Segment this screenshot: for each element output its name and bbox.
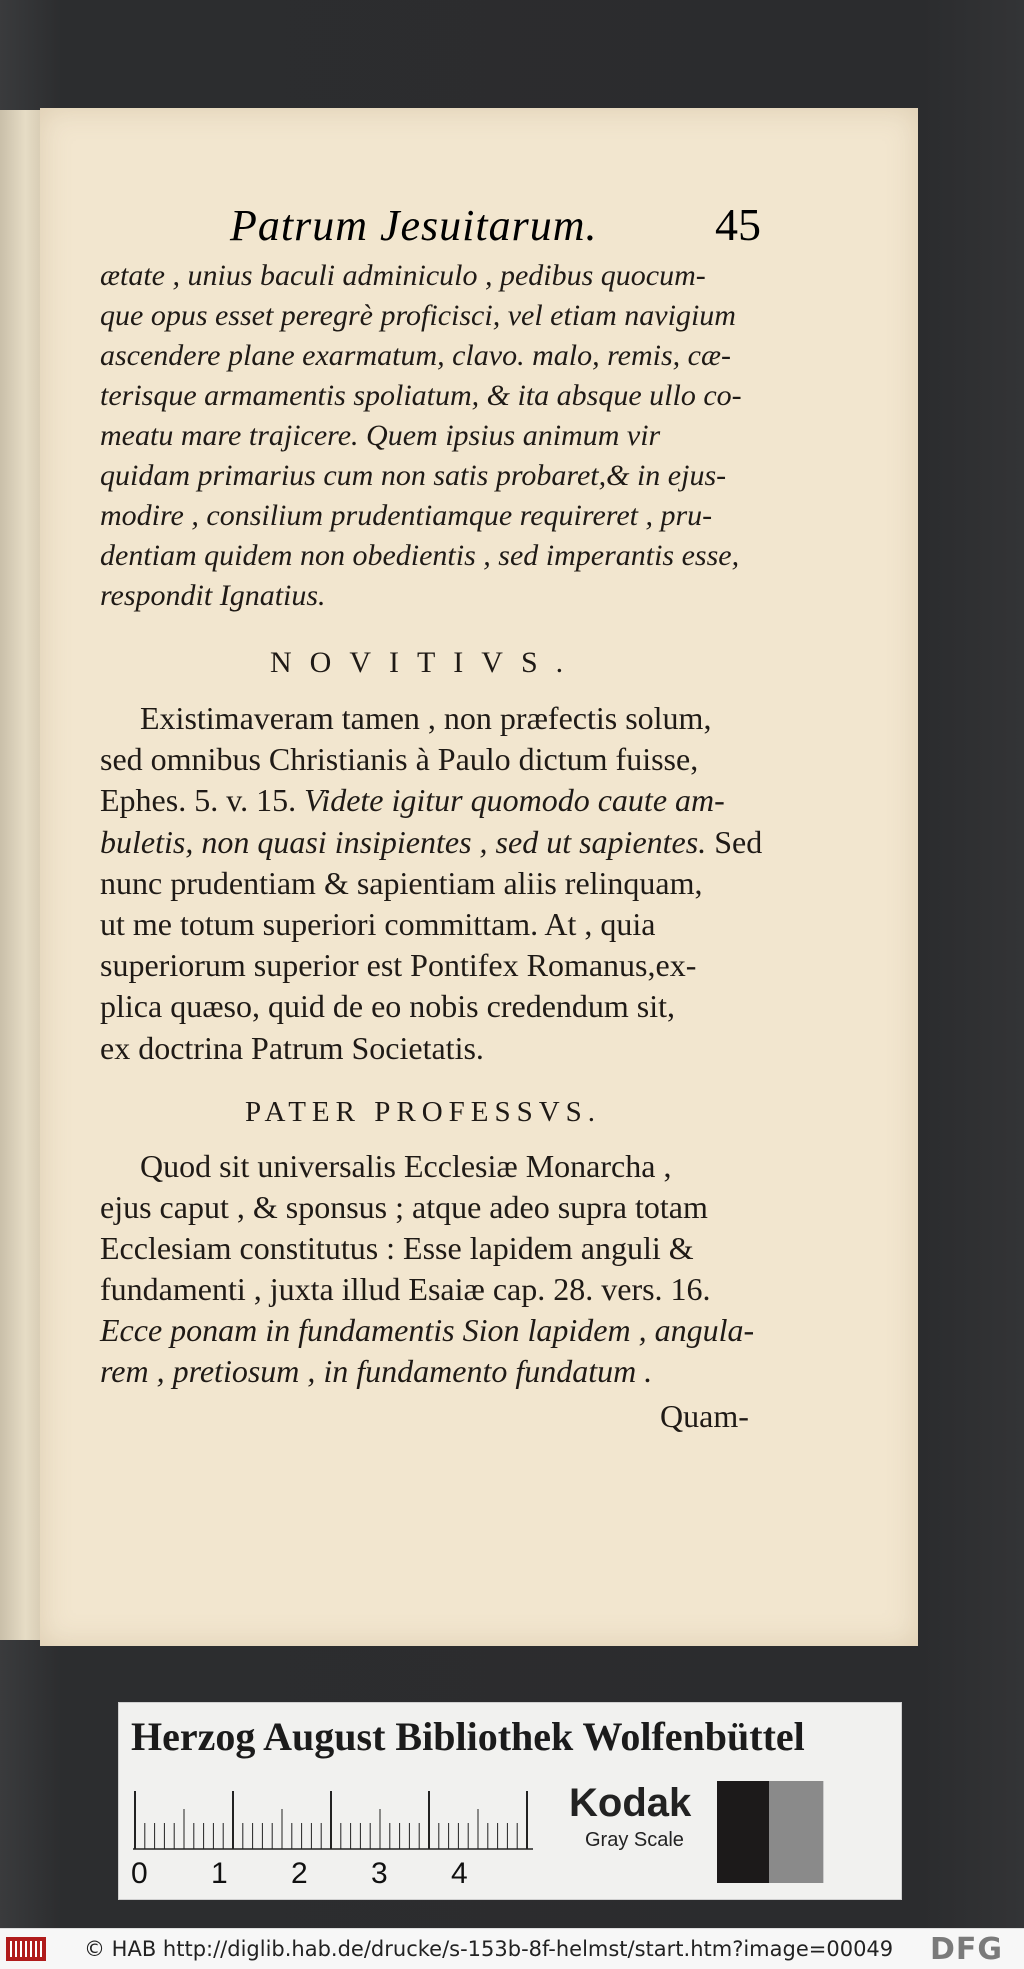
text-line: ascendere plane exarmatum, clavo. malo, remis, cæ- (100, 339, 731, 372)
text-line: ut me totum superiori committam. At , quia (100, 906, 656, 943)
text-line: ex doctrina Patrum Societatis. (100, 1029, 484, 1066)
running-head: Patrum Jesuitarum. (230, 201, 598, 250)
scripture-quote: Videte igitur quomodo caute am- (304, 782, 725, 819)
paragraph-pater (100, 1146, 840, 1392)
text-line: nunc prudentiam & sapientiam aliis relinquam, (100, 864, 703, 901)
text-line: ejus caput , & sponsus ; atque adeo supra totam (100, 1189, 708, 1225)
text-line: rem , pretiosum , in fundamento fundatum . (100, 1353, 653, 1389)
text-line: fundamenti , juxta illud Esaiæ cap. 28. vers. 16. (100, 1271, 711, 1307)
ruler-scale (133, 1789, 553, 1859)
text-line: Quod sit universalis Ecclesiæ Monarcha , (140, 1148, 672, 1184)
text-line: modire , consilium prudentiamque requireret , pru- (100, 499, 713, 532)
text-line (100, 780, 840, 821)
ruler-number: 1 (211, 1857, 228, 1890)
catchword: Quam- (660, 1398, 749, 1434)
adjacent-page-edge (0, 110, 42, 1640)
color-target-card (118, 1702, 902, 1900)
kodak-logo-text: Kodak (569, 1781, 692, 1825)
text-line: dentiam quidem non obedientis , sed imperantis esse, (100, 539, 740, 572)
paragraph-novitius (100, 698, 840, 1069)
book-page (40, 108, 918, 1646)
paragraph-ignatius (100, 256, 840, 616)
footer-bar (0, 1928, 1024, 1969)
text-word: Sed (714, 823, 763, 860)
scripture-reference: Ephes. 5. v. 15. (100, 782, 297, 819)
text-line: Ecce ponam in fundamentis Sion lapidem , angula- (100, 1312, 755, 1348)
text-line: que opus esset peregrè proficisci, vel etiam navigium (100, 299, 736, 332)
scripture-quote: buletis, non quasi insipientes , sed ut sapientes. (100, 823, 707, 860)
text-line: quidam primarius cum non satis probaret,& in ejus- (100, 459, 727, 492)
ruler-number: 4 (451, 1857, 468, 1890)
text-line: Existimaveram tamen , non præfectis solum, (140, 700, 712, 736)
text-line: respondit Ignatius. (100, 579, 326, 612)
text-line: plica quæso, quid de eo nobis credendum sit, (100, 988, 676, 1025)
text-line: terisque armamentis spoliatum, & ita absque ullo co- (100, 379, 742, 412)
source-link[interactable]: © HAB http://diglib.hab.de/drucke/s-153b-8f-helmst/start.htm?image=00049 (84, 1937, 894, 1961)
ruler-number: 0 (131, 1857, 148, 1890)
text-line: Ecclesiam constitutus : Esse lapidem anguli & (100, 1230, 694, 1266)
ruler-number: 3 (371, 1857, 388, 1890)
text-line: sed omnibus Christianis à Paulo dictum fuisse, (100, 741, 699, 778)
ruler-number: 2 (291, 1857, 308, 1890)
text-line: ætate , unius baculi adminiculo , pedibus quocum- (100, 259, 706, 292)
page-number: 45 (715, 199, 761, 250)
hab-logo-icon (6, 1937, 46, 1961)
library-name: Herzog August Bibliothek Wolfenbüttel (131, 1714, 805, 1759)
text-line (100, 822, 840, 863)
text-line: superiorum superior est Pontifex Romanus,ex- (100, 947, 697, 984)
white-swatch (823, 1781, 876, 1883)
gray-scale-label: Gray Scale (585, 1829, 684, 1851)
text-line: meatu mare trajicere. Quem ipsius animum vir (100, 419, 661, 452)
speaker-heading-novitius: NOVITIVS. (270, 646, 582, 679)
dfg-logo: DFG (930, 1932, 1004, 1967)
speaker-heading-pater: PATER PROFESSVS. (245, 1096, 602, 1128)
black-swatch (717, 1781, 769, 1883)
gray-swatch (769, 1781, 823, 1883)
